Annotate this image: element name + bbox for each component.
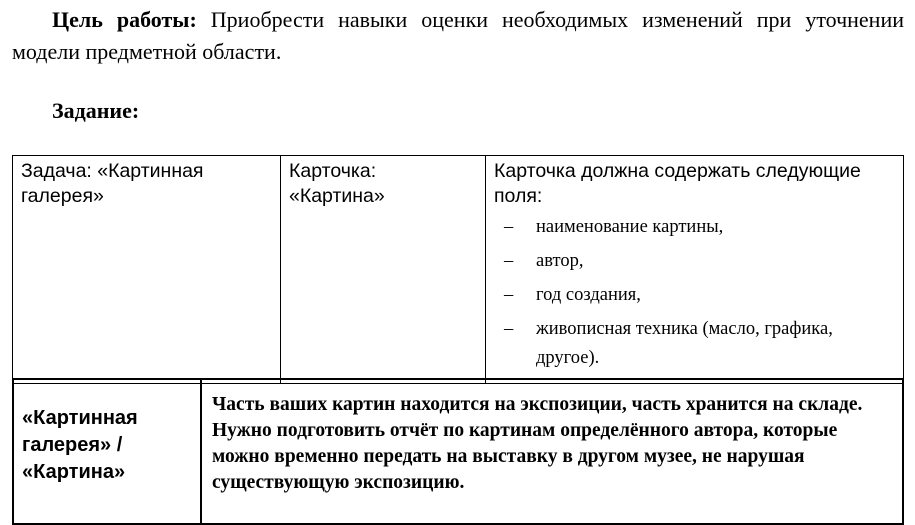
table-row (13, 156, 904, 384)
task-cell: Задача: «Картинная галерея» (13, 156, 281, 384)
dash-marker: – (504, 251, 514, 271)
list-item (494, 315, 895, 373)
field-name: живописная техника (масло, графика, другое). (536, 319, 833, 368)
fields-intro: Карточка должна содержать следующие поля: (494, 160, 861, 207)
task-card-table (12, 155, 904, 384)
fields-cell (486, 156, 904, 384)
goal-paragraph (12, 4, 904, 68)
dash-marker: – (504, 285, 514, 305)
dash-marker: – (504, 319, 514, 339)
table-row (13, 379, 903, 524)
assignment-description-cell: Часть ваших картин находится на экспозиции, часть хранится на складе. Нужно подготовить отчёт по картинам определённого автора, которые можно временно передать на выставку в другом музее, не нарушая существующую экспозицию. (201, 379, 903, 524)
field-name: наименование картины, (536, 217, 724, 237)
dash-marker: – (504, 217, 514, 237)
list-item (494, 213, 895, 241)
list-item (494, 247, 895, 275)
field-name: год создания, (536, 285, 641, 305)
assignment-table (12, 378, 904, 525)
card-cell: Карточка: «Картина» (281, 156, 486, 384)
task-heading: Задание: (52, 98, 140, 123)
fields-list (494, 213, 895, 373)
field-name: автор, (536, 251, 584, 271)
assignment-label-cell: «Картинная галерея» / «Картина» (13, 379, 201, 524)
goal-label: Цель работы: (52, 7, 197, 32)
list-item (494, 281, 895, 309)
goal-text: Приобрести навыки оценки необходимых изменений при уточнении модели предметной области. (12, 7, 904, 64)
